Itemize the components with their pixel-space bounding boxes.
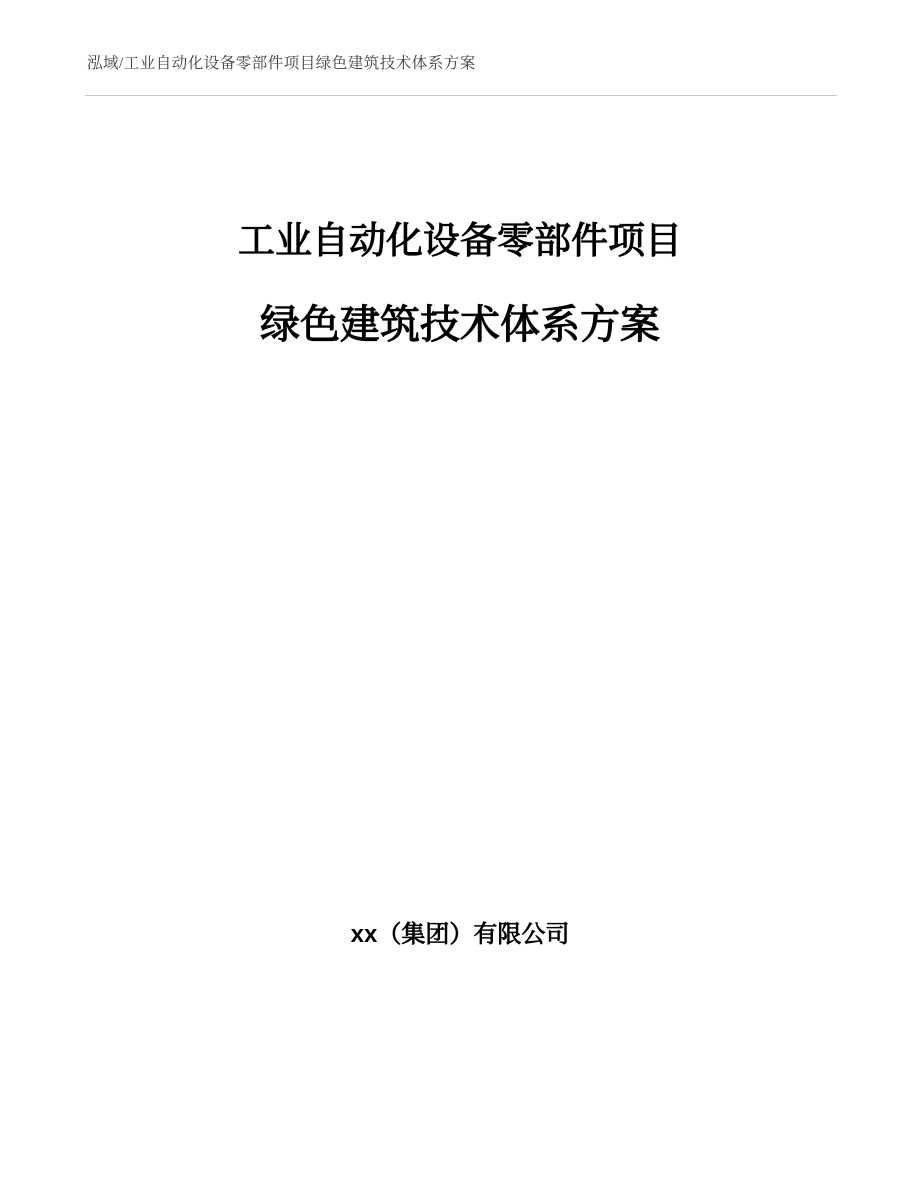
header-divider-line xyxy=(85,95,837,96)
doc-title-line2: 绿色建筑技术体系方案 xyxy=(260,303,660,347)
page-header-text: 泓域/工业自动化设备零部件项目绿色建筑技术体系方案 xyxy=(87,55,476,72)
company-name: xx（集团）有限公司 xyxy=(350,921,570,948)
doc-title-line1: 工业自动化设备零部件项目 xyxy=(238,220,682,261)
